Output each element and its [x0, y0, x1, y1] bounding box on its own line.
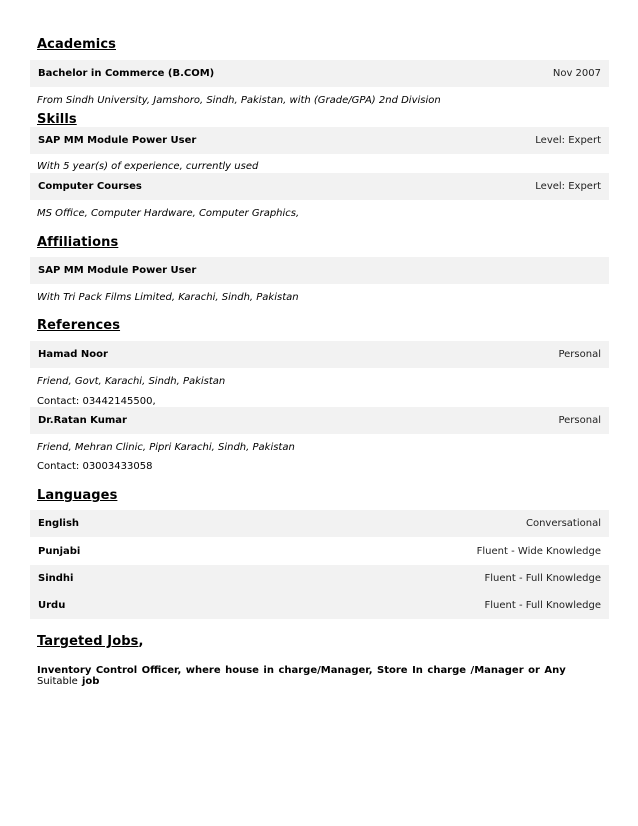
academics-heading: Academics — [37, 37, 117, 52]
skill-level: Level: Expert — [535, 181, 601, 192]
skill-detail: With 5 year(s) of experience, currently used — [37, 161, 259, 172]
reference-type: Personal — [558, 415, 601, 426]
skill-name: SAP MM Module Power User — [38, 135, 197, 146]
degree-name: Bachelor in Commerce (B.COM) — [38, 68, 215, 79]
language-name: Punjabi — [38, 546, 81, 557]
targeted-jobs-title: Targeted Jobs — [37, 634, 139, 649]
language-level: Fluent - Full Knowledge — [484, 600, 601, 611]
reference-detail: Friend, Mehran Clinic, Pipri Karachi, Sindh, Pakistan — [37, 442, 295, 453]
language-level: Fluent - Full Knowledge — [484, 573, 601, 584]
skill-name: Computer Courses — [38, 181, 142, 192]
reference-contact: Contact: 03442145500, — [37, 396, 156, 407]
language-name: Sindhi — [38, 573, 74, 584]
reference-name: Dr.Ratan Kumar — [38, 415, 127, 426]
skills-heading: Skills — [37, 112, 77, 127]
reference-row-2 — [30, 407, 609, 434]
targeted-jobs-text — [37, 665, 609, 687]
degree-date: Nov 2007 — [552, 68, 601, 79]
reference-type: Personal — [558, 349, 601, 360]
language-row — [30, 592, 609, 619]
affiliation-detail: With Tri Pack Films Limited, Karachi, Sindh, Pakistan — [37, 292, 299, 303]
jobs-end: job — [81, 676, 100, 687]
languages-heading: Languages — [37, 488, 118, 503]
language-row — [30, 510, 609, 537]
skill-detail: MS Office, Computer Hardware, Computer Graphics, — [37, 208, 300, 219]
affiliation-name: SAP MM Module Power User — [38, 265, 197, 276]
reference-contact: Contact: 03003433058 — [37, 461, 153, 472]
reference-name: Hamad Noor — [38, 349, 108, 360]
academics-row — [30, 60, 609, 87]
reference-row-1 — [30, 341, 609, 368]
academics-detail: From Sindh University, Jamshoro, Sindh, Pakistan, with (Grade/GPA) 2nd Division — [37, 95, 441, 106]
skill-level: Level: Expert — [535, 135, 601, 146]
affiliations-heading: Affiliations — [37, 235, 119, 250]
language-level: Fluent - Wide Knowledge — [476, 546, 601, 557]
skill-row-1 — [30, 127, 609, 154]
language-row — [30, 565, 609, 592]
language-name: Urdu — [38, 600, 66, 611]
skill-row-2 — [30, 173, 609, 200]
jobs-suitable: Suitable — [37, 676, 82, 687]
language-row — [30, 538, 609, 565]
language-level: Conversational — [525, 518, 601, 529]
affiliation-row — [30, 257, 609, 284]
references-heading: References — [37, 318, 121, 333]
targeted-jobs-comma: , — [138, 634, 144, 649]
reference-detail: Friend, Govt, Karachi, Sindh, Pakistan — [37, 376, 226, 387]
targeted-jobs-heading — [37, 634, 144, 649]
language-name: English — [38, 518, 80, 529]
jobs-list: Inventory Control Officer, where house in charge/Manager, Store In charge /Manager or Any — [37, 665, 566, 676]
